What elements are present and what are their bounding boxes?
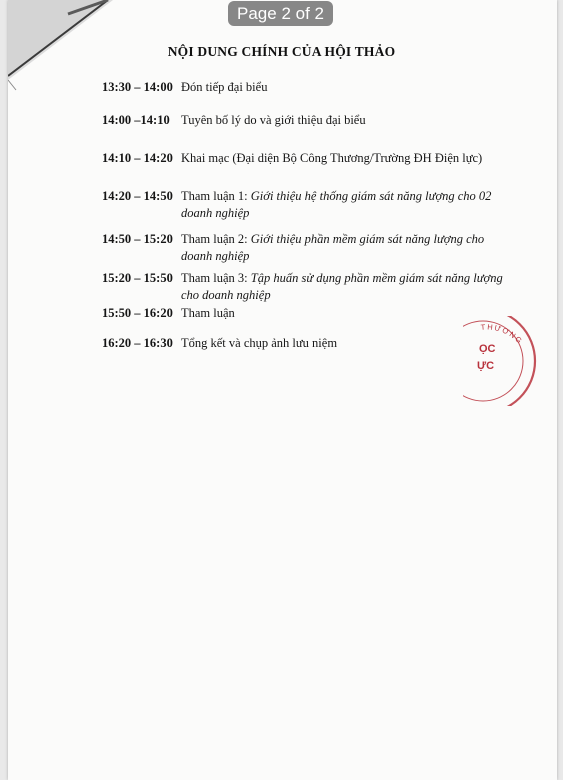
agenda-time: 15:50 – 16:20 (102, 306, 173, 320)
svg-text:ỰC: ỰC (477, 360, 495, 372)
agenda-item (102, 188, 505, 222)
agenda-item (102, 79, 505, 96)
agenda-description: Tham luận 2: Giới thiệu phần mềm giám sát năng lượng cho doanh nghiệp (181, 232, 485, 263)
page-indicator: Page 2 of 2 (228, 1, 333, 26)
agenda-item (102, 150, 505, 167)
agenda-item (102, 335, 505, 352)
agenda-time: 14:00 –14:10 (102, 113, 170, 127)
agenda-topic: Tập huấn sử dụng phần mềm giám sát năng lượng cho doanh nghiệp (181, 271, 503, 302)
agenda-topic: Giới thiệu hệ thống giám sát năng lượng cho 02 doanh nghiệp (181, 189, 492, 220)
agenda-time: 14:10 – 14:20 (102, 151, 173, 165)
svg-text:THƯƠNG: THƯƠNG (480, 322, 525, 347)
agenda-description: Tổng kết và chụp ảnh lưu niệm (181, 336, 338, 350)
agenda-time: 13:30 – 14:00 (102, 80, 173, 94)
agenda-description: Tuyên bố lý do và giới thiệu đại biểu (181, 113, 366, 127)
svg-text:ỌC: ỌC (479, 343, 496, 355)
agenda-item (102, 112, 505, 129)
agenda-time: 15:20 – 15:50 (102, 271, 173, 285)
red-seal-stamp (463, 316, 543, 406)
agenda-description: Tham luận 3: Tập huấn sử dụng phần mềm giám sát năng lượng cho doanh nghiệp (181, 271, 503, 302)
agenda-time: 14:50 – 15:20 (102, 232, 173, 246)
agenda-description: Đón tiếp đại biểu (181, 80, 268, 94)
agenda-topic: Giới thiệu phần mềm giám sát năng lượng cho doanh nghiệp (181, 232, 485, 263)
agenda-time: 14:20 – 14:50 (102, 189, 173, 203)
agenda-item (102, 231, 505, 265)
agenda-item (102, 305, 505, 322)
agenda-item (102, 270, 505, 304)
agenda-description: Tham luận (181, 306, 235, 320)
agenda-description: Tham luận 1: Giới thiệu hệ thống giám sát năng lượng cho 02 doanh nghiệp (181, 189, 492, 220)
agenda-time: 16:20 – 16:30 (102, 336, 173, 350)
document-page (8, 0, 557, 780)
page-title: NỘI DUNG CHÍNH CỦA HỘI THẢO (167, 44, 396, 59)
agenda-description: Khai mạc (Đại diện Bộ Công Thương/Trường ĐH Điện lực) (181, 151, 483, 165)
